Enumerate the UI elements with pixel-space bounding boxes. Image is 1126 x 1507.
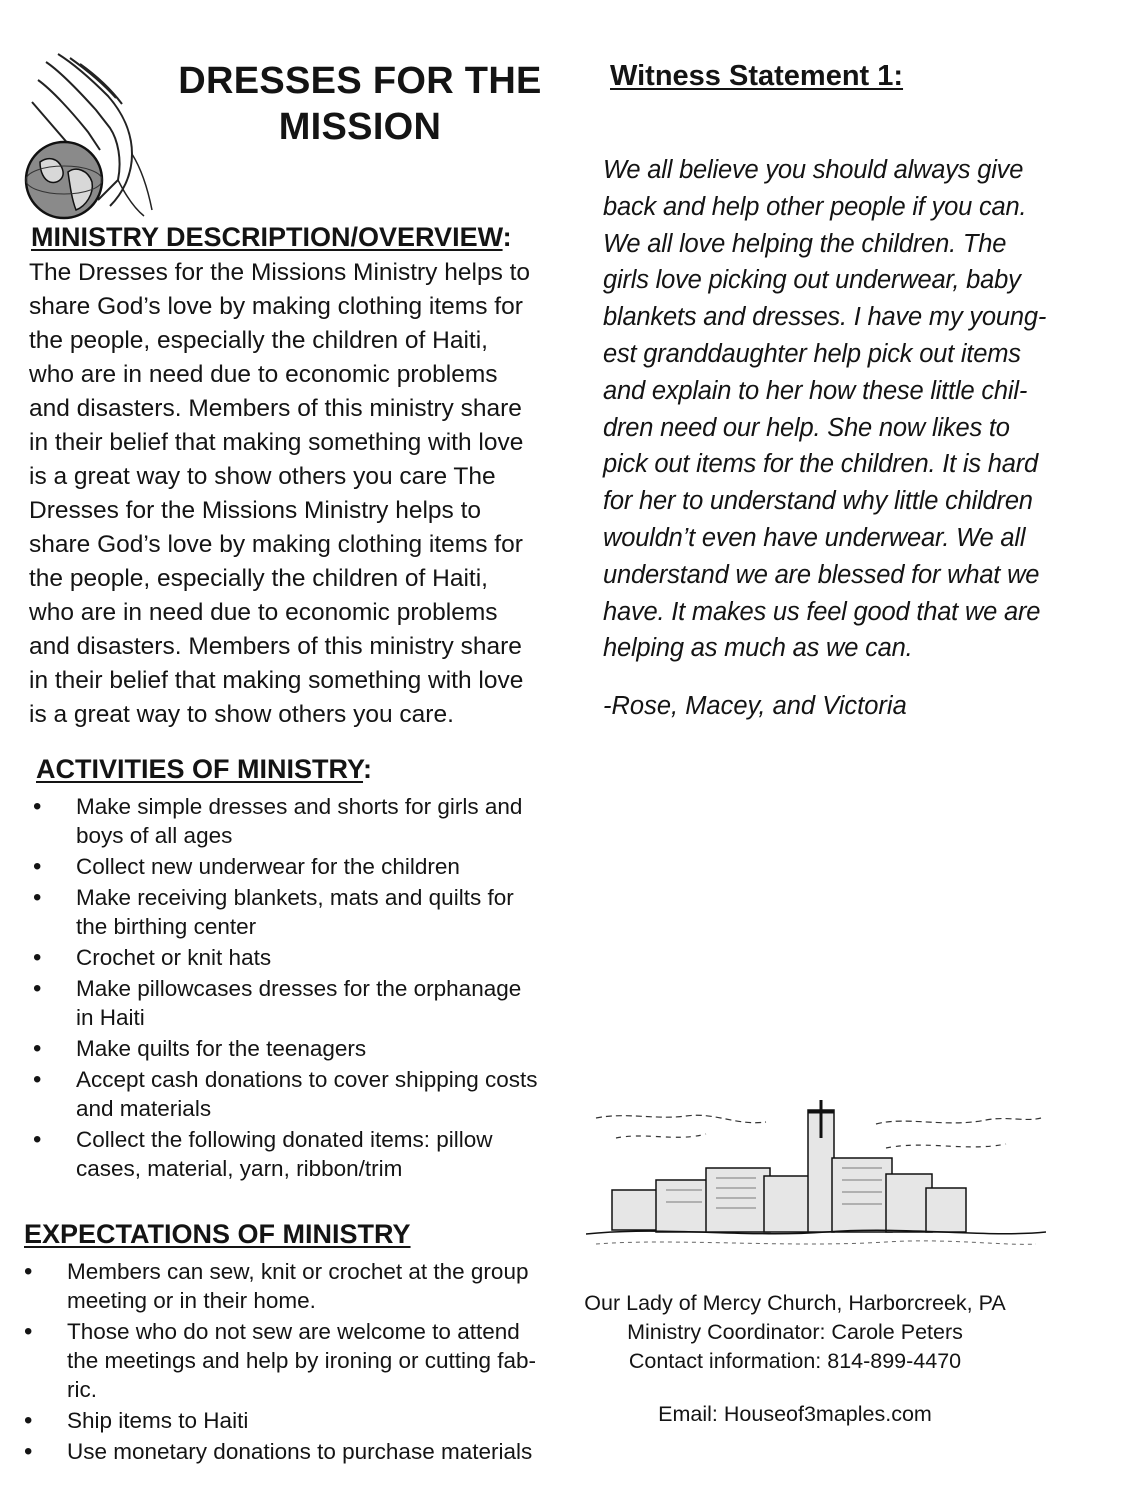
- activity-item: • Accept cash donations to cover shipping costs and materials: [31, 1065, 571, 1123]
- church-sketch-icon: [586, 1098, 1046, 1258]
- activities-list: [31, 792, 571, 1185]
- contact-block: [570, 1289, 1020, 1429]
- expectation-item: • Use monetary donations to purchase materials: [22, 1437, 562, 1466]
- document-title: DRESSES FOR THE MISSION: [178, 60, 542, 148]
- witness-heading: Witness Statement 1:: [610, 60, 904, 92]
- expectations-list: [22, 1257, 562, 1468]
- expectations-heading-text: EXPECTATIONS OF MINISTRY: [24, 1219, 411, 1249]
- activity-item: • Crochet or knit hats: [31, 943, 571, 972]
- expectation-item: • Ship items to Haiti: [22, 1406, 562, 1435]
- expectations-heading: [24, 1219, 411, 1250]
- expectation-item: • Those who do not sew are welcome to attend the meetings and help by ironing or cutting fab- ric.: [22, 1317, 562, 1404]
- activity-item: • Make receiving blankets, mats and quilts for the birthing center: [31, 883, 571, 941]
- activities-heading: [36, 754, 372, 785]
- phone-line: Contact information: 814-899-4470: [628, 1349, 962, 1373]
- overview-heading-text: MINISTRY DESCRIPTION/OVERVIEW: [31, 222, 503, 252]
- praying-hands-globe-icon: [18, 50, 168, 222]
- email-line: Email: Houseof3maples.com: [658, 1402, 932, 1426]
- expectation-item: • Members can sew, knit or crochet at the group meeting or in their home.: [22, 1257, 562, 1315]
- overview-heading-colon: :: [502, 222, 512, 252]
- church-name: Our Lady of Mercy Church, Harborcreek, PA: [584, 1291, 1006, 1315]
- activity-item: • Collect the following donated items: pillow cases, material, yarn, ribbon/trim: [31, 1125, 571, 1183]
- activities-heading-colon: :: [363, 754, 373, 784]
- witness-signature: -Rose, Macey, and Victoria: [603, 692, 907, 720]
- overview-heading: [31, 222, 512, 253]
- witness-statement: We all believe you should always give back and help other people if you can. We all love helping the children. The girls love picking out underwear, baby blankets and dresses. I have my young- est granddaughter help pick out items and explain to her how these little chil- dren need our help. She now likes to pick out items for the children. It is hard for her to understand why little children wouldn’t even have underwear. We all understand we are blessed for what we have. It makes us feel good that we are helping as much as we can.: [603, 156, 1047, 663]
- activity-item: • Make simple dresses and shorts for girls and boys of all ages: [31, 792, 571, 850]
- coordinator-line: Ministry Coordinator: Carole Peters: [627, 1320, 963, 1344]
- activity-item: • Collect new underwear for the children: [31, 852, 571, 881]
- activity-item: • Make quilts for the teenagers: [31, 1034, 571, 1063]
- activity-item: • Make pillowcases dresses for the orphanage in Haiti: [31, 974, 571, 1032]
- activities-heading-text: ACTIVITIES OF MINISTRY: [36, 754, 364, 784]
- overview-paragraph: The Dresses for the Missions Ministry helps to share God’s love by making clothing items for the people, especially the children of Haiti, who are in need due to economic problems and disasters. Members of this ministry share in their belief that making something with love is a great way to show others you care The Dresses for the Missions Ministry helps to share God’s love by making clothing items for the people, especially the children of Haiti, who are in need due to economic problems and disasters. Members of this ministry share in their belief that making something with love is a great way to show others you care.: [29, 259, 531, 728]
